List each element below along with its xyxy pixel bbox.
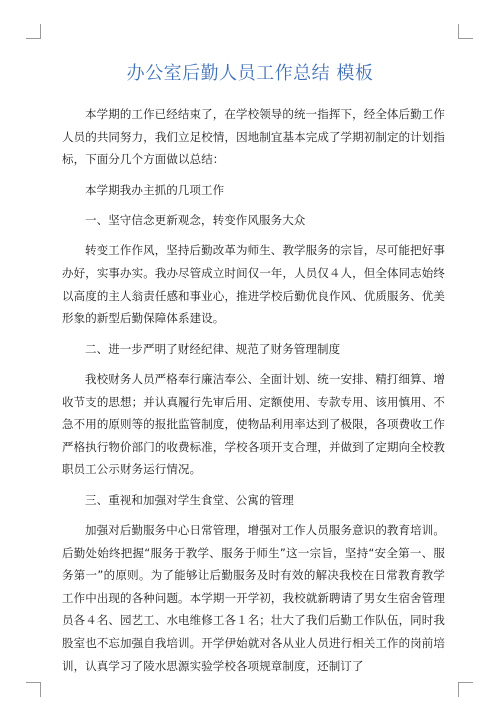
- section-body-2: 我校财务人员严格奉行廉洁奉公、全面计划、统一安排、精打细算、增收节支的思想；并认真履行先审后用、定额使用、专款专用、该用慎用、不急不用的原则等的报批监管制度，使物品利用率达到了极限，各项费收工作严格执行物价部门的收费标准，学校各项开支合理，并做到了定期向全校教职员工公示财务运行情况。: [62, 371, 445, 477]
- section-heading-2: 二、进一步严明了财经纪律、规范了财务管理制度: [85, 341, 341, 356]
- section-body-3: 加强对后勤服务中心日常管理，增强对工作人员服务意识的教育培训。后勤处始终把握“服务于教学、服务于师生”这一宗旨，坚持“安全第一、服务第一”的原则。为了能够让后勤服务及时有效的解决我校在日常教育教学工作中出现的各种问题。本学期一开学初，我校就新聘请了男女生宿舍管理员各４名、园艺工、水电维修工各１名；壮大了我们后勤工作队伍，同时我股室也不忘加强自我培训。开学伊始就对各从业人员进行相关工作的岗前培训，认真学习了陵水思源实验学校各项规章制度，还制订了: [62, 523, 445, 673]
- section-heading-main: 本学期我办主抓的几项工作: [85, 182, 225, 197]
- section-heading-1: 一、坚守信念更新观念，转变作风服务大众: [85, 212, 306, 227]
- crop-mark-top-right: [458, 24, 473, 39]
- crop-mark-top-left: [26, 24, 41, 39]
- crop-mark-bottom-left: [26, 682, 41, 697]
- document-body: [62, 103, 445, 685]
- intro-paragraph: 本学期的工作已经结束了，在学校领导的统一指挥下，经全体后勤工作人员的共同努力，我们立足校情，因地制宜基本完成了学期初制定的计划指标，下面分几个方面做以总结：: [62, 107, 445, 167]
- document-title: 办公室后勤人员工作总结 模板: [126, 63, 374, 84]
- section-heading-3: 三、重视和加强对学生食堂、公寓的管理: [85, 492, 294, 507]
- crop-mark-bottom-right: [458, 682, 473, 697]
- section-body-1: 转变工作作风，坚持后勤改革为师生、教学服务的宗旨，尽可能把好事办好，实事办实。我办尽管成立时间仅一年，人员仅４人，但全体同志始终以高度的主人翁责任感和事业心，推进学校后勤优良作风、优质服务、优美形象的新型后勤保障体系建设。: [62, 243, 445, 326]
